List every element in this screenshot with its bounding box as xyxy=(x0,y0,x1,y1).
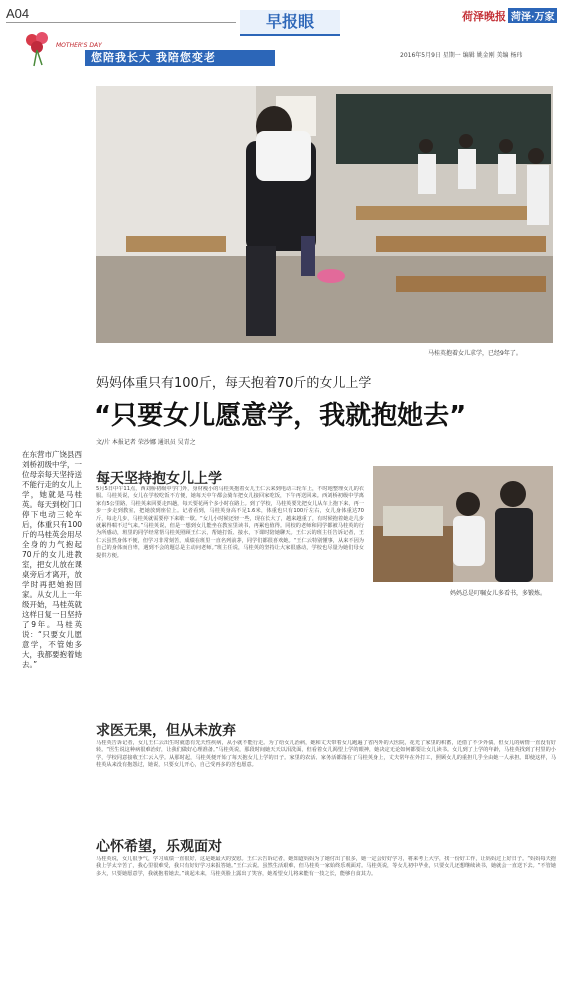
section-body: 马桂英说，女儿很争气，学习成绩一直很好，这是她最大的安慰。王仁云告诉记者，她知道妈妈为了她付出了很多，她一定会好好学习，将来考上大学，找一份好工作，让妈妈过上好日子。“妈妈每天抱我上学太辛苦了，我心里很难受，我只有好好学习来报答她。”王仁云说。虽然生活艰难，但马桂英一家始终乐观面对。马桂英说，等女儿初中毕业，只要女儿还想继续读书，她就会一直送下去。“不管她多大，只要她愿意学，我就抱着她去。”谈起未来，马桂英脸上露出了笑容，她希望女儿将来能有一技之长，能够自食其力。 xyxy=(96,856,556,877)
lead-paragraph: 在东营市广饶县西刘桥初级中学，一位母亲每天坚持送不能行走的女儿上学，她就是马桂英。每天到校门口停下电动三轮车后，体重只有100斤的马桂英会用尽全身的力气抱起70斤的女儿进教室，把女儿放在课桌旁后才离开，放学时再把她抱回家。从女儿上一年级开始，马桂英就这样日复一日坚持了9年。马桂英说：“只要女儿愿意学，不管她多大，我都要抱着她去。” xyxy=(22,450,82,669)
section-body: 5月5日中午11点，西刘桥初级中学门外，身材瘦小的马桂英抱着女儿王仁云来到电动三轮车上，不时地整理女儿的衣服。马桂英说，女儿在学校吃饭不方便，她每天中午都会骑车把女儿接回家吃饭，下午再送回来。西刘桥初级中学离家有5公里路，马桂英来回要走四趟，每天要花两个多小时在路上。到了学校，马桂英要先把女儿从车上抱下来，再一步一步走到教室，把她放到座位上。记者看到，马桂英身高不足1.6米，体重也只有100斤左右，女儿身体重达70斤，每走几步，马桂英就需要停下来歇一歇。“女儿小时候还轻一些，现在长大了，越来越重了，有时候抱着她走几步就累得喘不过气来。”马桂英说，但是一想到女儿能坐在教室里读书，再累也值得。同校的老师和同学都被马桂英的行为所感动，班里的同学经常帮马桂英照顾王仁云，帮她打饭、接水，下课时陪她聊天。王仁云的班主任告诉记者，王仁云虽然身体不便，但学习非常刻苦，成绩在班里一直名列前茅，同学们都很喜欢她。“王仁云特别懂事，从来不因为自己的身体而自卑，遇到不会的题总是主动问老师。”班主任说，马桂英的坚持让大家很感动，学校也尽量为她们母女提供方便。 xyxy=(96,486,364,559)
header-rule xyxy=(6,22,236,23)
article-subtitle: 妈妈体重只有100斤，每天抱着70斤的女儿上学 xyxy=(96,376,372,391)
banner-slogan: 您陪我长大 我陪您变老 xyxy=(85,50,275,66)
section-heading: 心怀希望，乐观面对 xyxy=(96,839,222,855)
classroom-photo xyxy=(96,86,553,343)
issue-meta: 2016年5月9日 星期一 编辑 姚金刚 美编 杨玮 xyxy=(400,52,523,59)
classroom-illustration xyxy=(96,86,553,343)
portrait-illustration xyxy=(373,466,553,582)
section-body: 马桂英告诉记者，女儿王仁云出生时就患有先天性疾病，从小就不能行走。为了给女儿治病，她和丈夫带着女儿跑遍了省内外的大医院，花光了家里的积蓄，还借了不少外债，但女儿的病情一直没有好转。“医生说这种病很难治好，让我们做好心理准备。”马桂英说，那段时间她天天以泪洗面，但看着女儿渴望上学的眼神，她决定无论如何都要让女儿读书。女儿到了上学的年龄，马桂英找到了村里的小学，学校同意接收王仁云入学。从那时起，马桂英便开始了每天抱女儿上学的日子。家里的农活、家务活都落在了马桂英身上，丈夫常年在外打工，照顾女儿的重担几乎全由她一人承担。即使这样，马桂英从来没有抱怨过，她说，只要女儿开心，自己受再多的苦也愿意。 xyxy=(96,740,556,769)
flower-icon xyxy=(20,28,56,68)
brand-box: 菏泽·万家 xyxy=(508,8,557,23)
article-headline: “只要女儿愿意学，我就抱她去” xyxy=(94,401,467,431)
brand-name: 荷泽晚报 xyxy=(462,10,506,23)
article-byline: 文/片 本报记者 荣沙娜 通讯员 吴青之 xyxy=(96,439,196,446)
brand-logo xyxy=(462,8,557,24)
section-heading: 求医无果，但从未放弃 xyxy=(96,723,236,739)
section-heading: 每天坚持抱女儿上学 xyxy=(96,471,222,487)
photo-caption: 马桂英抱着女儿求学，已经9年了。 xyxy=(428,350,522,357)
section-title: 早报眼 xyxy=(240,10,340,36)
photo-caption: 妈妈总是叮嘱女儿多看书，多锻炼。 xyxy=(450,590,547,597)
page-number: A04 xyxy=(6,6,30,21)
mother-daughter-photo xyxy=(373,466,553,582)
banner-english: MOTHER'S DAY xyxy=(56,42,102,49)
